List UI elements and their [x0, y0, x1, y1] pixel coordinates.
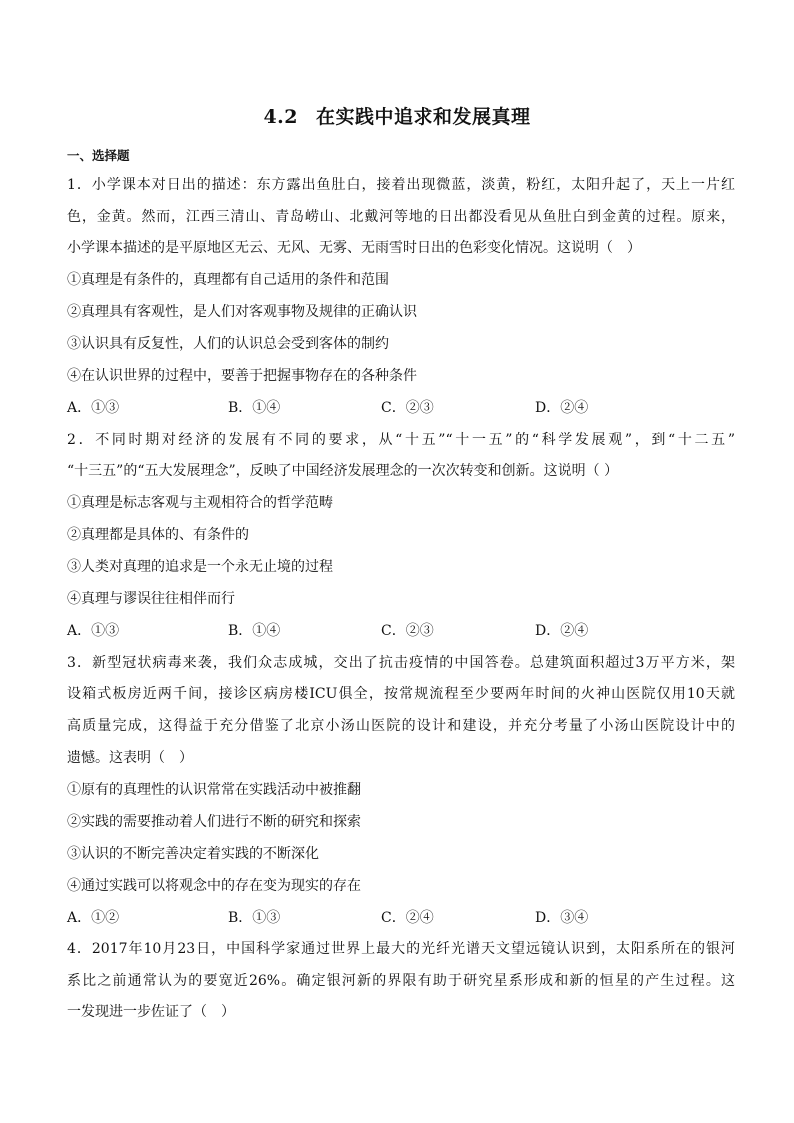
q2-stem-line-2: “十三五”的“五大发展理念”，反映了中国经济发展理念的一次次转变和创新。这说明（ ）	[67, 463, 619, 479]
q3-statement-1: ①原有的真理性的认识常常在实践活动中被推翻	[67, 782, 361, 798]
q3-statement-4: ④通过实践可以将观念中的存在变为现实的存在	[67, 878, 361, 894]
q2-options	[67, 621, 735, 641]
section-heading: 一、选择题	[67, 148, 130, 163]
q4-stem-line-2: 系比之前通常认为的要宽近26%。确定银河新的界限有助于研究星系形成和新的恒星的产生过程。这	[67, 973, 735, 989]
title-number: 4.2	[263, 106, 299, 128]
q2-statement-4: ④真理与谬误往往相伴而行	[67, 591, 235, 607]
q3-options	[67, 908, 735, 928]
q3-statement-3: ③认识的不断完善决定着实践的不断深化	[67, 846, 319, 862]
q1-statement-3: ③认识具有反复性，人们的认识总会受到客体的制约	[67, 336, 389, 352]
q1-statement-4: ④在认识世界的过程中，要善于把握事物存在的各种条件	[67, 368, 417, 384]
q1-option-c[interactable]: C．②③	[381, 400, 434, 416]
q2-option-c[interactable]: C．②③	[381, 623, 434, 639]
q3-option-d[interactable]: D．③④	[535, 910, 589, 926]
q4-stem-line-1: 4．2017年10月23日，中国科学家通过世界上最大的光纤光谱天文望远镜认识到，太阳系所在的银河	[67, 941, 735, 957]
q1-option-b[interactable]: B．①④	[228, 400, 281, 416]
q3-option-b[interactable]: B．①③	[228, 910, 281, 926]
q2-stem-line-1: 2．不同时期对经济的发展有不同的要求，从“十五”“十一五”的“科学发展观”，到“十二五”	[67, 432, 735, 448]
q3-stem-line-2: 设箱式板房近两千间，接诊区病房楼ICU俱全，按常规流程至少要两年时间的火神山医院仅用10天就	[67, 686, 735, 702]
q3-stem-line-4: 遗憾。这表明（ ）	[67, 750, 193, 766]
q1-stem-line-3: 小学课本描述的是平原地区无云、无风、无雾、无雨雪时日出的色彩变化情况。这说明（ ）	[67, 240, 641, 256]
q1-stem-line-1: 1．小学课本对日出的描述：东方露出鱼肚白，接着出现微蓝，淡黄，粉红，太阳升起了，天上一片红	[67, 177, 735, 193]
q1-statement-1: ①真理是有条件的，真理都有自己适用的条件和范围	[67, 272, 389, 288]
q2-option-d[interactable]: D．②④	[535, 623, 589, 639]
q2-option-a[interactable]: A．①③	[67, 623, 120, 639]
q1-statement-2: ②真理具有客观性，是人们对客观事物及规律的正确认识	[67, 304, 417, 320]
page-title	[0, 102, 794, 129]
q4-stem-line-3: 一发现进一步佐证了（ ）	[67, 1004, 235, 1020]
q2-statement-1: ①真理是标志客观与主观相符合的哲学范畴	[67, 495, 333, 511]
q2-option-b[interactable]: B．①④	[228, 623, 281, 639]
q3-statement-2: ②实践的需要推动着人们进行不断的研究和探索	[67, 814, 361, 830]
q3-option-c[interactable]: C．②④	[381, 910, 434, 926]
q2-statement-3: ③人类对真理的追求是一个永无止境的过程	[67, 559, 333, 575]
q2-statement-2: ②真理都是具体的、有条件的	[67, 527, 249, 543]
q3-stem-line-1: 3．新型冠状病毒来袭，我们众志成城，交出了抗击疫情的中国答卷。总建筑面积超过3万平方米，架	[67, 655, 735, 671]
q1-option-a[interactable]: A．①③	[67, 400, 120, 416]
title-text: 在实践中追求和发展真理	[316, 106, 531, 128]
q3-option-a[interactable]: A．①②	[67, 910, 120, 926]
q1-option-d[interactable]: D．②④	[535, 400, 589, 416]
q1-options	[67, 398, 735, 418]
q3-stem-line-3: 高质量完成，这得益于充分借鉴了北京小汤山医院的设计和建设，并充分考量了小汤山医院设计中的	[67, 718, 735, 734]
q1-stem-line-2: 色，金黄。然而，江西三清山、青岛崂山、北戴河等地的日出都没看见从鱼肚白到金黄的过程。原来，	[67, 209, 735, 225]
